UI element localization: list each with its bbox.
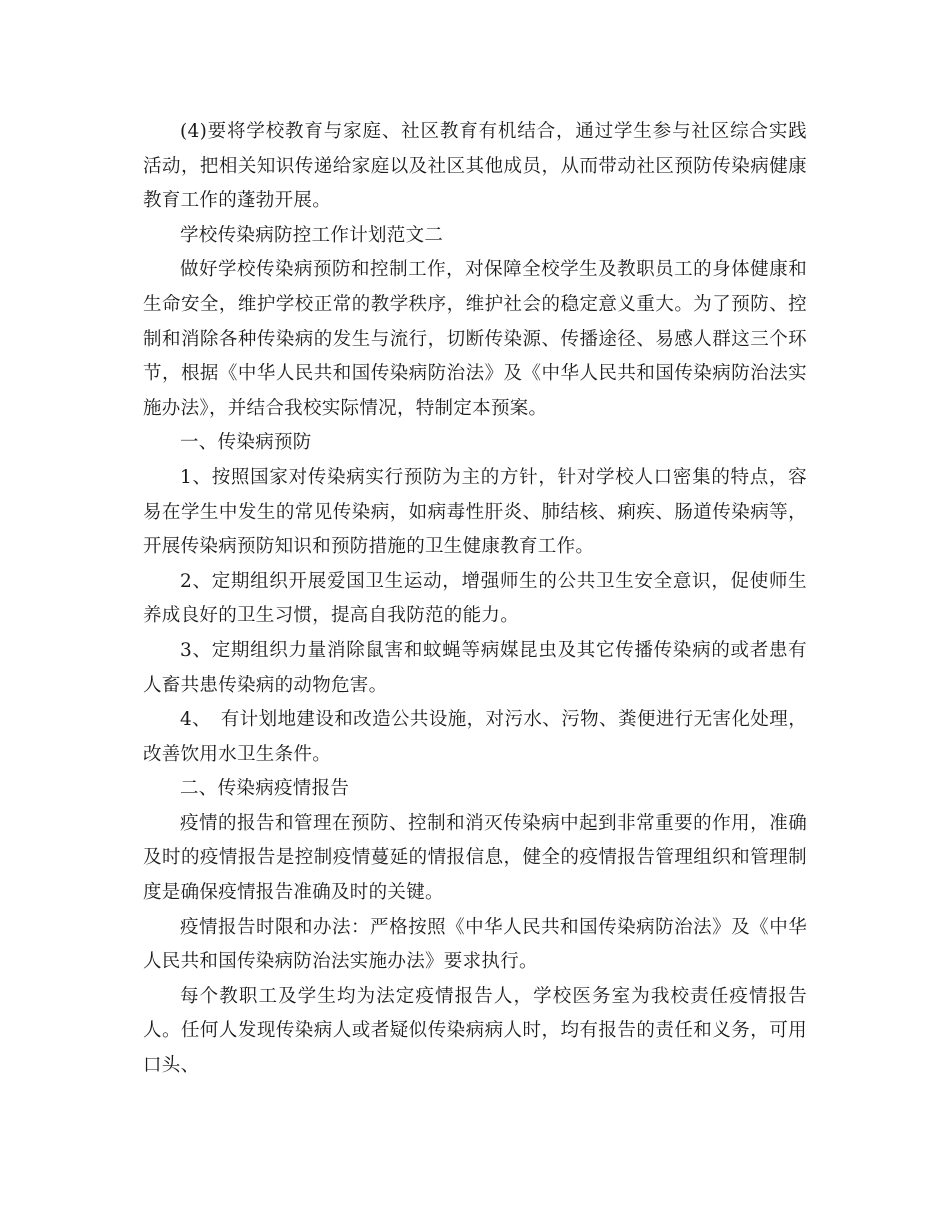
paragraph-intro: 做好学校传染病预防和控制工作，对保障全校学生及教职员工的身体健康和生命安全，维护学校正常的教学秩序，维护社会的稳定意义重大。为了预防、控制和消除各种传染病的发生与流行，切断传染源、传播途径、易感人群这三个环节，根据《中华人民共和国传染病防治法》及《中华人民共和国传染病防治法实施办法》，并结合我校实际情况，特制定本预案。 [143,259,807,419]
paragraph-report-deadline: 疫情报告时限和办法：严格按照《中华人民共和国传染病防治法》及《中华人民共和国传染病防治法实施办法》要求执行。 [143,916,807,973]
paragraph-community-education: (4)要将学校教育与家庭、社区教育有机结合，通过学生参与社区综合实践活动，把相关知识传递给家庭以及社区其他成员，从而带动社区预防传染病健康教育工作的蓬勃开展。 [143,121,807,212]
paragraph-prevention-2: 2、定期组织开展爱国卫生运动，增强师生的公共卫生安全意识，促使师生养成良好的卫生习惯，提高自我防范的能力。 [143,570,807,627]
paragraph-prevention-4: 4、 有计划地建设和改造公共设施，对污水、污物、粪便进行无害化处理，改善饮用水卫生条件。 [143,709,807,765]
paragraph-report-importance: 疫情的报告和管理在预防、控制和消灭传染病中起到非常重要的作用，准确及时的疫情报告是控制疫情蔓延的情报信息，健全的疫情报告管理组织和管理制度是确保疫情报告准确及时的关键。 [143,812,807,904]
heading-epidemic-report: 二、传染病疫情报告 [180,778,350,800]
heading-prevention: 一、传染病预防 [180,432,312,454]
paragraph-prevention-1: 1、按照国家对传染病实行预防为主的方针，针对学校人口密集的特点，容易在学生中发生的常见传染病，如病毒性肝炎、肺结核、痢疾、肠道传染病等，开展传染病预防知识和预防措施的卫生健康教育工作。 [143,466,807,558]
paragraph-reporters: 每个教职工及学生均为法定疫情报告人，学校医务室为我校责任疫情报告人。任何人发现传染病人或者疑似传染病病人时，均有报告的责任和义务，可用口头、 [143,985,807,1077]
paragraph-prevention-3: 3、定期组织力量消除鼠害和蚊蝇等病媒昆虫及其它传播传染病的或者患有人畜共患传染病的动物危害。 [143,639,807,696]
document-body [143,115,807,1084]
section-title-plan-two: 学校传染病防控工作计划范文二 [180,224,444,246]
